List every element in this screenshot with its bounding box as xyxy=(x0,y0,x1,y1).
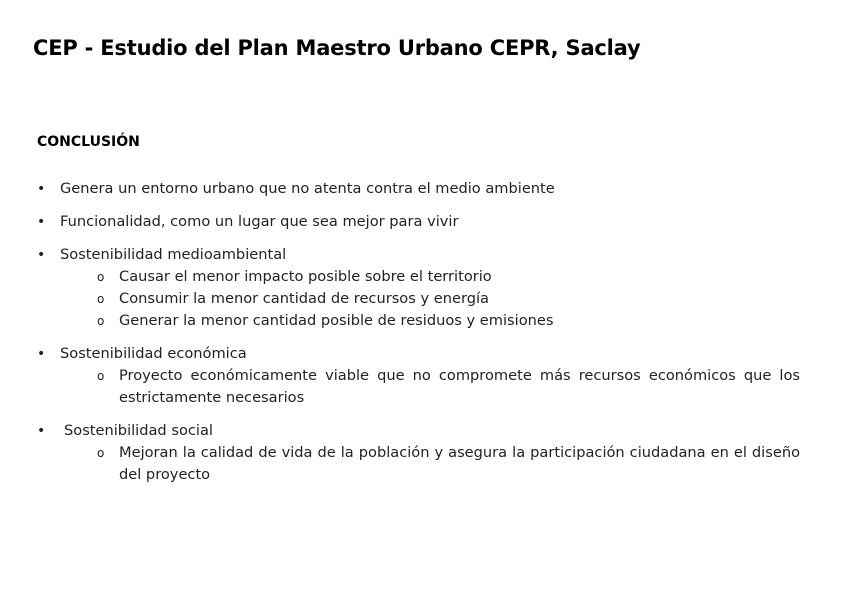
sub-list-item-label: Proyecto económicamente viable que no compromete más recursos económicos que los estrictamente necesarios xyxy=(119,367,800,406)
bullet-icon: • xyxy=(37,181,46,197)
sub-list xyxy=(60,266,800,332)
sub-list-item-label: Mejoran la calidad de vida de la población y asegura la participación ciudadana en el diseño del proyecto xyxy=(119,444,800,483)
conclusion-list xyxy=(37,178,800,486)
list-item-label: Funcionalidad, como un lugar que sea mejor para vivir xyxy=(60,213,459,230)
list-item xyxy=(37,211,800,233)
circle-bullet-icon: o xyxy=(97,292,105,306)
list-item xyxy=(37,343,800,409)
sub-list-item-label: Causar el menor impacto posible sobre el territorio xyxy=(119,268,492,285)
sub-list xyxy=(60,442,800,486)
sub-list-item-label: Generar la menor cantidad posible de residuos y emisiones xyxy=(119,312,554,329)
sub-list-item xyxy=(82,266,800,288)
sub-list-item xyxy=(82,310,800,332)
sub-list-item xyxy=(82,365,800,409)
list-item-label: Sostenibilidad medioambiental xyxy=(60,246,287,263)
section-heading: CONCLUSIÓN xyxy=(37,134,140,150)
list-item-label: Genera un entorno urbano que no atenta contra el medio ambiente xyxy=(60,180,555,197)
sub-list xyxy=(60,365,800,409)
circle-bullet-icon: o xyxy=(97,270,105,284)
circle-bullet-icon: o xyxy=(97,369,105,383)
bullet-icon: • xyxy=(37,423,46,439)
list-item-label: Sostenibilidad social xyxy=(64,422,213,439)
list-item xyxy=(37,244,800,332)
list-item xyxy=(37,178,800,200)
page-title: CEP - Estudio del Plan Maestro Urbano CEPR, Saclay xyxy=(33,36,641,60)
bullet-icon: • xyxy=(37,214,46,230)
list-item xyxy=(37,420,800,486)
conclusion-content xyxy=(37,178,800,497)
list-item-label: Sostenibilidad económica xyxy=(60,345,247,362)
sub-list-item xyxy=(82,288,800,310)
sub-list-item-label: Consumir la menor cantidad de recursos y energía xyxy=(119,290,489,307)
bullet-icon: • xyxy=(37,247,46,263)
circle-bullet-icon: o xyxy=(97,314,105,328)
bullet-icon: • xyxy=(37,346,46,362)
circle-bullet-icon: o xyxy=(97,446,105,460)
sub-list-item xyxy=(82,442,800,486)
